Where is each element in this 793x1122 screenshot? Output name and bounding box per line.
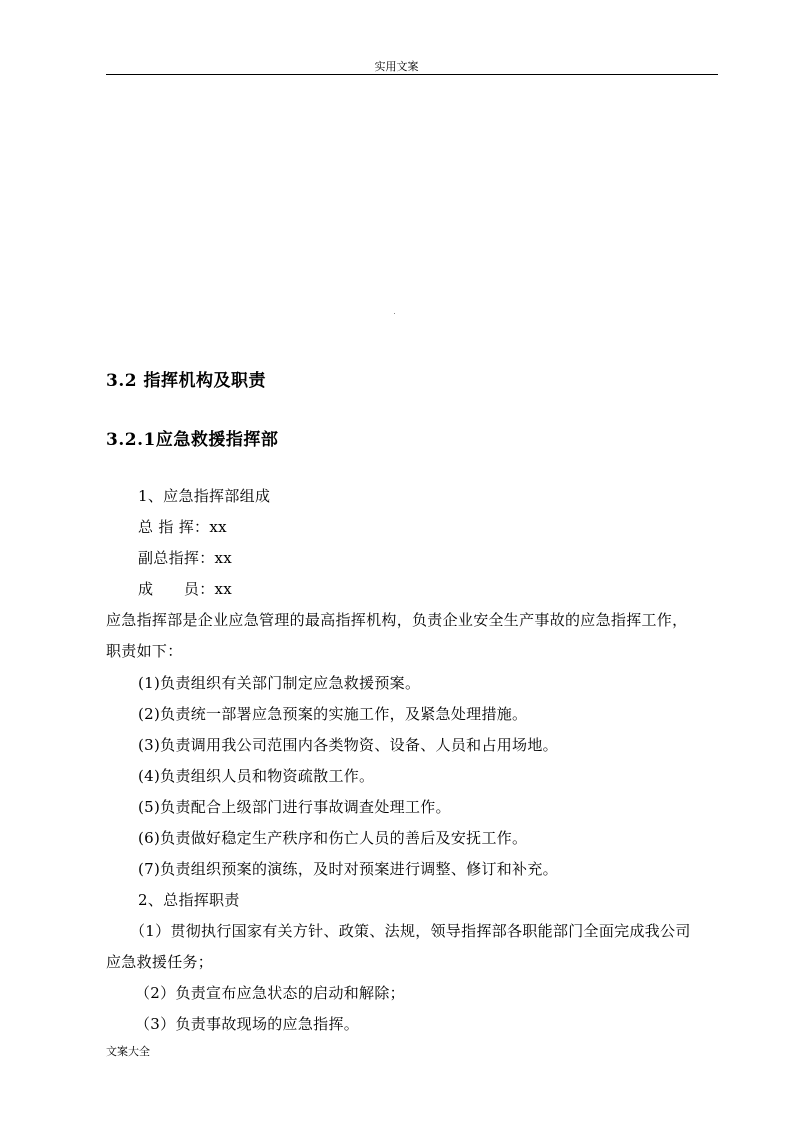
duty-item: (7)负责组织预案的演练，及时对预案进行调整、修订和补充。 [138, 860, 558, 878]
deputy-line: 副总指挥：xx [138, 549, 233, 567]
intro-line: 应急指挥部是企业应急管理的最高指挥机构，负责企业安全生产事故的应急指挥工作， [106, 611, 688, 629]
intro-line: 职责如下： [106, 642, 183, 660]
subsection-title: 3.2.1应急救援指挥部 [106, 430, 279, 450]
duty-item: (4)负责组织人员和物资疏散工作。 [138, 767, 375, 785]
stray-mark [394, 313, 395, 314]
commander-duties-title: 2、总指挥职责 [138, 891, 240, 909]
commander-duty-item: （1）贯彻执行国家有关方针、政策、法规，领导指挥部各职能部门全面完成我公司 [130, 922, 691, 940]
commander-duty-item: 应急救援任务； [106, 953, 214, 971]
duty-item: (6)负责做好稳定生产秩序和伤亡人员的善后及安抚工作。 [138, 829, 528, 847]
duty-item: (1)负责组织有关部门制定应急救援预案。 [138, 674, 421, 692]
commander-line: 总 指 挥：xx [138, 518, 227, 536]
page-footer: 文案大全 [106, 1045, 150, 1058]
members-line: 成 员：xx [138, 580, 233, 598]
page-header: 实用文案 [374, 60, 419, 73]
commander-duty-item: （3）负责事故现场的应急指挥。 [135, 1015, 360, 1033]
composition-title: 1、应急指挥部组成 [138, 487, 271, 505]
header-rule [106, 74, 718, 75]
duty-item: (2)负责统一部署应急预案的实施工作，及紧急处理措施。 [138, 705, 528, 723]
section-title: 3.2 指挥机构及职责 [106, 371, 266, 391]
duty-item: (5)负责配合上级部门进行事故调查处理工作。 [138, 798, 451, 816]
commander-duty-item: （2）负责宣布应急状态的启动和解除； [135, 984, 405, 1002]
duty-item: (3)负责调用我公司范围内各类物资、设备、人员和占用场地。 [138, 736, 558, 754]
